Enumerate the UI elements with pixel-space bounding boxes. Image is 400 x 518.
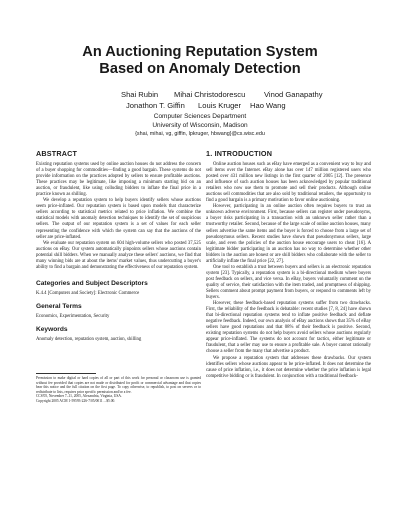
categories-heading: Categories and Subject Descriptors	[36, 279, 148, 287]
intro-paragraph: We propose a reputation system that addresses these drawbacks. Our system identifies sellers whose auctions appear to be price-inflated. It does not determine the cause of price inflation, i.e., it does not determine whether the price inflation is legal competitive bidding or is fraudulent. In conjunction with a traditional feedback-	[206, 355, 371, 379]
keywords-text: Anomaly detection, reputation system, auction, shilling	[36, 336, 142, 342]
author-name: Shai Rubin	[121, 90, 159, 99]
intro-paragraph: However, these feedback-based reputation systems suffer from two drawbacks. First, the reliability of the feedback is debatable: recent studies [7, 8, 24] have shown that bi-directional reputation systems tend to inflate positive feedback and deflate negative feedback. Indeed, our own analysis of eBay auctions shows that 35% of eBay sellers have good reputations and that 08% of their feedback is positive. Second, existing reputation systems do not help buyers avoid sellers whose auctions regularly appear price-inflated. The systems do not account for tactics, either legitimate or fraudulent, that a seller may use to ensure a profitable sale. A buyer cannot rationally choose a seller from the many that advertise a product.	[206, 301, 371, 355]
copyright-notice: Permission to make digital or hard copies of all or part of this work for personal or classroom use is granted without fee provided that copies are not made or distributed for profit or commercial advantage and that copies bear this notice and the full citation on the first page. To copy otherwise, to republish, to post on servers or to redistribute to lists, requires prior specific permission and/or a fee.	[36, 375, 201, 394]
intro-paragraph: One tool to establish a trust between buyers and sellers is an electronic reputation system [23]. Typically, a reputation system is a bi-directional medium where buyers post feedback on sellers, and vice versa. In eBay, buyers voluntarily comment on the quality of service, their satisfaction with the item traded, and promptness of shipping. Sellers comment about prompt payment from buyers, or respond to comments left by buyers.	[206, 264, 371, 301]
author-row	[0, 101, 400, 112]
conference-line: CCS'05, November 7–11, 2005, Alexandria, Virginia, USA.	[36, 394, 122, 399]
title-line: Based on Anomaly Detection	[99, 61, 301, 77]
left-column	[36, 149, 201, 404]
author-name: Hao Wang	[250, 101, 286, 110]
department: Computer Sciences Department	[153, 113, 247, 120]
author-emails: {shai, mihai, vg, giffin, lpkruger, hbwang}@cs.wisc.edu	[135, 131, 265, 138]
copyright-line: Copyright 2005 ACM 1-59593-226-7/05/0011 ...$5.00.	[36, 398, 116, 403]
author-name: Mihai Christodorescu	[174, 90, 246, 99]
abstract-paragraph: We develop a reputation system to help buyers identify sellers whose auctions seem price-inflated. Our reputation system is based upon models that characterize sellers according to statistical metrics related to price inflation. We combine the statistical models with anomaly detection techniques to identify the set of suspicious sellers. The output of our reputation system is a set of values for each seller representing the confidence with which the system can say that the auctions of the seller are price-inflated.	[36, 198, 201, 240]
categories-text: K.4.4 [Computers and Society]: Electronic Commerce	[36, 290, 140, 296]
general-terms-heading: General Terms	[36, 302, 82, 310]
author-block	[0, 90, 400, 112]
keywords-heading: Keywords	[36, 325, 68, 333]
paper-title	[0, 44, 400, 78]
general-terms-text: Economics, Experimentation, Security	[36, 313, 110, 319]
affiliation	[0, 113, 400, 139]
right-column	[206, 149, 371, 380]
footnote-rule	[36, 373, 96, 374]
author-name: Vinod Ganapathy	[264, 90, 323, 99]
author-name: Jonathon T. Giffin	[126, 101, 185, 110]
abstract-paragraph: We evaluate our reputation system on 604 high-volume sellers who posted 37,525 auctions on eBay. Our system automatically pinpoints sellers whose auctions contain potential shill bidders. When we manually analyze these sellers' auctions, we find that many winning bids are at about the items' market values, thus undercutting a buyer's ability to find a bargain and demonstrating the effectiveness of our reputation system.	[36, 240, 201, 270]
intro-paragraph: However, participating in an online auction often requires buyers to trust an unknown adverse environment. First, because sellers can register under pseudonyms, a buyer risks participating in a transaction with an unknown seller rather than a trustworthy retailer. Second, because of the large scale of online auction houses, many sellers advertise the same items and the buyer is forced to choose from a large set of pseudonymous sellers. Recent studies have shown that pseudonymous sellers, large scale, and even the policies of the auction house encourage users to cheat [16]. A legitimate bidder participating in an auction has no way to determine whether other bidders in the auction are honest or are shill bidders who collaborate with the seller to artificially inflate the final price [22, 27].	[206, 204, 371, 264]
author-row	[0, 90, 400, 101]
intro-paragraph: Online auction houses such as eBay have emerged as a convenient way to buy and sell items over the Internet. eBay alone has over 147 million registered users who posted over 431 million new listings in the first quarter of 2005 [12]. The presence and influence of such auction houses has been acknowledged by popular traditional retailers who now use them to promote and sell their products. Although online auctions sell commodities that are also sold by traditional retailers, the opportunity to find a good bargain is a primary motivation to favor online auctioning.	[206, 162, 371, 204]
university: University of Wisconsin, Madison	[152, 121, 248, 129]
abstract-paragraph: Existing reputation systems used by online auction houses do not address the concern of a buyer shopping for commodities—finding a good bargain. These systems do not provide information on the practices adopted by sellers to ensure profitable auctions. These practices may be legitimate, like imposing a minimum starting bid on an auction, or fraudulent, like using colluding bidders to inflate the final price in a practice known as shilling.	[36, 162, 201, 198]
introduction-heading: 1. INTRODUCTION	[206, 149, 273, 158]
title-line: An Auctioning Reputation System	[82, 44, 318, 60]
author-name: Louis Kruger	[198, 101, 242, 110]
abstract-heading: ABSTRACT	[36, 149, 78, 158]
